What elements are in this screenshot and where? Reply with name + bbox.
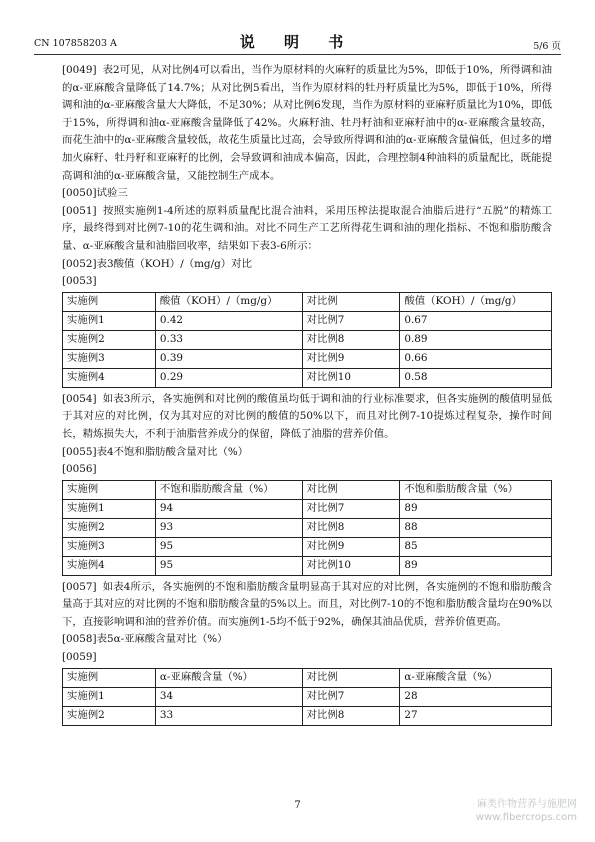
paragraph-text: 如表3所示，各实施例和对比例的酸值虽均低于调和油的行业标准要求，但各实施例的酸值明显低于其对应的对比例，仅为其对应的对比例的酸值的50%以下，而且对比例7-10提炼过程复杂，操作时间长，精炼损失大，不利于油脂营养成分的保留，降低了油脂的营养价值。	[62, 392, 552, 440]
table-cell: 实施例3	[63, 349, 156, 368]
watermark-url: www.fibercrops.com	[475, 812, 577, 823]
document-title: 说 明 书	[239, 33, 356, 51]
table-cell: 对比例7	[302, 311, 400, 330]
table-cell: 实施例2	[63, 518, 156, 537]
paragraph-0054	[62, 391, 552, 444]
table-cell: 对比例10	[302, 556, 400, 575]
table-row	[63, 687, 552, 706]
table-cell: 27	[400, 706, 552, 725]
table-cell: 95	[155, 537, 302, 556]
page-indicator: 5/6 页	[533, 41, 561, 52]
paragraph-0053	[62, 273, 552, 291]
section-heading: 试验三	[96, 187, 128, 200]
table-cell: 实施例1	[63, 499, 156, 518]
paragraph-tag: [0051]	[62, 204, 97, 217]
table-caption: 表5α-亚麻酸含量对比（%）	[96, 633, 228, 646]
watermark-title: 麻类作物营养与施肥网	[477, 799, 577, 810]
table-row	[63, 706, 552, 725]
paragraph-0049	[62, 62, 552, 185]
page-number: 7	[294, 800, 301, 811]
table-cell: 对比例9	[302, 537, 400, 556]
paragraph-0056	[62, 461, 552, 479]
table-header-cell: 不饱和脂肪酸含量（%）	[155, 480, 302, 499]
table-row	[63, 499, 552, 518]
table-row	[63, 311, 552, 330]
table-row	[63, 556, 552, 575]
paragraph-tag: [0052]	[62, 257, 97, 270]
table-header-cell: 酸值（KOH）/（mg/g）	[155, 292, 302, 311]
table-header-row	[63, 668, 552, 687]
table-header-cell: 对比例	[302, 292, 400, 311]
table-header-cell: 对比例	[302, 480, 400, 499]
paragraph-tag: [0056]	[62, 463, 97, 476]
table-cell: 34	[155, 687, 302, 706]
table-cell: 33	[155, 706, 302, 725]
table-cell: 0.58	[400, 368, 552, 387]
paragraph-0059	[62, 649, 552, 667]
table-header-cell: 实施例	[63, 292, 156, 311]
table-cell: 对比例8	[302, 706, 400, 725]
paragraph-0051	[62, 203, 552, 256]
table-cell: 实施例1	[63, 687, 156, 706]
table-cell: 88	[400, 518, 552, 537]
table-cell: 85	[400, 537, 552, 556]
table-cell: 0.42	[155, 311, 302, 330]
paragraph-tag: [0057]	[62, 580, 97, 593]
table-cell: 0.66	[400, 349, 552, 368]
table-cell: 实施例1	[63, 311, 156, 330]
table-cell: 实施例2	[63, 706, 156, 725]
table-header-row	[63, 480, 552, 499]
table-cell: 实施例4	[63, 368, 156, 387]
paragraph-tag: [0050]	[62, 187, 97, 200]
table-cell: 89	[400, 556, 552, 575]
table-row	[63, 368, 552, 387]
table-cell: 0.29	[155, 368, 302, 387]
table-cell: 对比例7	[302, 687, 400, 706]
table-cell: 实施例2	[63, 330, 156, 349]
paragraph-tag: [0059]	[62, 651, 97, 664]
table-cell: 95	[155, 556, 302, 575]
table-cell: 0.33	[155, 330, 302, 349]
paragraph-tag: [0054]	[62, 392, 97, 405]
table-cell: 对比例10	[302, 368, 400, 387]
publication-number: CN 107858203 A	[34, 38, 117, 49]
table-header-cell: α-亚麻酸含量（%）	[155, 668, 302, 687]
paragraph-tag: [0055]	[62, 445, 97, 458]
table-caption: 表3酸值（KOH）/（mg/g）对比	[96, 257, 252, 270]
page-header	[34, 28, 561, 55]
paragraph-text: 表2可见，从对比例4可以看出，当作为原材料的火麻籽的质量比为5%，即低于10%，所得调和油的α-亚麻酸含量降低了14.7%；从对比例5看出，当作为原材料的牡丹籽质量比为5%，即低于10%，所得调和油的α-亚麻酸含量大大降低，不足30%；从对比例6发现，当作为原材料的亚麻籽质量比为10%，即低于15%，所得调和油α-亚麻酸含量降低了42%。火麻籽油、牡丹籽油和亚麻籽油中的α-亚麻酸含量较高，而花生油中的α-亚麻酸含量较低，故花生质量比过高，会导致所得调和油的α-亚麻酸含量偏低，但过多的增加火麻籽、牡丹籽和亚麻籽的比例，会导致调和油成本偏高，因此，合理控制4种油料的质量配比，既能提高调和油的α-亚麻酸含量，又能控制生产成本。	[62, 64, 552, 182]
table-row	[63, 537, 552, 556]
table-cell: 28	[400, 687, 552, 706]
paragraph-tag: [0053]	[62, 275, 97, 288]
paragraph-0052	[62, 256, 552, 274]
table-header-row	[63, 292, 552, 311]
table-cell: 实施例4	[63, 556, 156, 575]
table-row	[63, 330, 552, 349]
paragraph-0050	[62, 185, 552, 203]
watermark	[476, 798, 577, 824]
table-header-cell: 实施例	[63, 480, 156, 499]
table-cell: 对比例8	[302, 518, 400, 537]
document-body	[62, 62, 552, 729]
paragraph-0055	[62, 444, 552, 462]
table-header-cell: 不饱和脂肪酸含量（%）	[400, 480, 552, 499]
table-cell: 89	[400, 499, 552, 518]
alpha-linolenic-acid-table	[62, 668, 552, 726]
paragraph-text: 按照实施例1-4所述的原料质量配比混合油料，采用压榨法提取混合油脂后进行“五脱”的精炼工序，最终得到对比例7-10的花生调和油。对比不同生产工艺所得花生调和油的理化指标、不饱和脂肪酸含量、α-亚麻酸含量和油脂回收率，结果如下表3-6所示：	[62, 204, 552, 252]
table-header-cell: 对比例	[302, 668, 400, 687]
table-cell: 实施例3	[63, 537, 156, 556]
table-cell: 对比例8	[302, 330, 400, 349]
table-caption: 表4不饱和脂肪酸含量对比（%）	[96, 445, 249, 458]
paragraph-0058	[62, 631, 552, 649]
table-row	[63, 518, 552, 537]
table-cell: 0.67	[400, 311, 552, 330]
table-cell: 94	[155, 499, 302, 518]
paragraph-tag: [0058]	[62, 633, 97, 646]
table-cell: 对比例7	[302, 499, 400, 518]
acid-value-table	[62, 292, 552, 388]
unsaturated-fatty-acid-table	[62, 480, 552, 576]
paragraph-tag: [0049]	[62, 64, 97, 76]
paragraph-text: 如表4所示，各实施例的不饱和脂肪酸含量明显高于其对应的对比例，各实施例的不饱和脂肪酸含量高于其对应的对比例的不饱和脂肪酸含量的5%以上。而且，对比例7-10的不饱和脂肪酸含量均在90%以下，直接影响调和油的营养价值。而实施例1-5均不低于92%，确保其油品优质，营养价值更高。	[62, 580, 552, 628]
table-row	[63, 349, 552, 368]
table-cell: 0.89	[400, 330, 552, 349]
table-cell: 0.39	[155, 349, 302, 368]
paragraph-0057	[62, 579, 552, 632]
table-header-cell: 实施例	[63, 668, 156, 687]
table-cell: 93	[155, 518, 302, 537]
table-header-cell: 酸值（KOH）/（mg/g）	[400, 292, 552, 311]
table-cell: 对比例9	[302, 349, 400, 368]
table-header-cell: α-亚麻酸含量（%）	[400, 668, 552, 687]
